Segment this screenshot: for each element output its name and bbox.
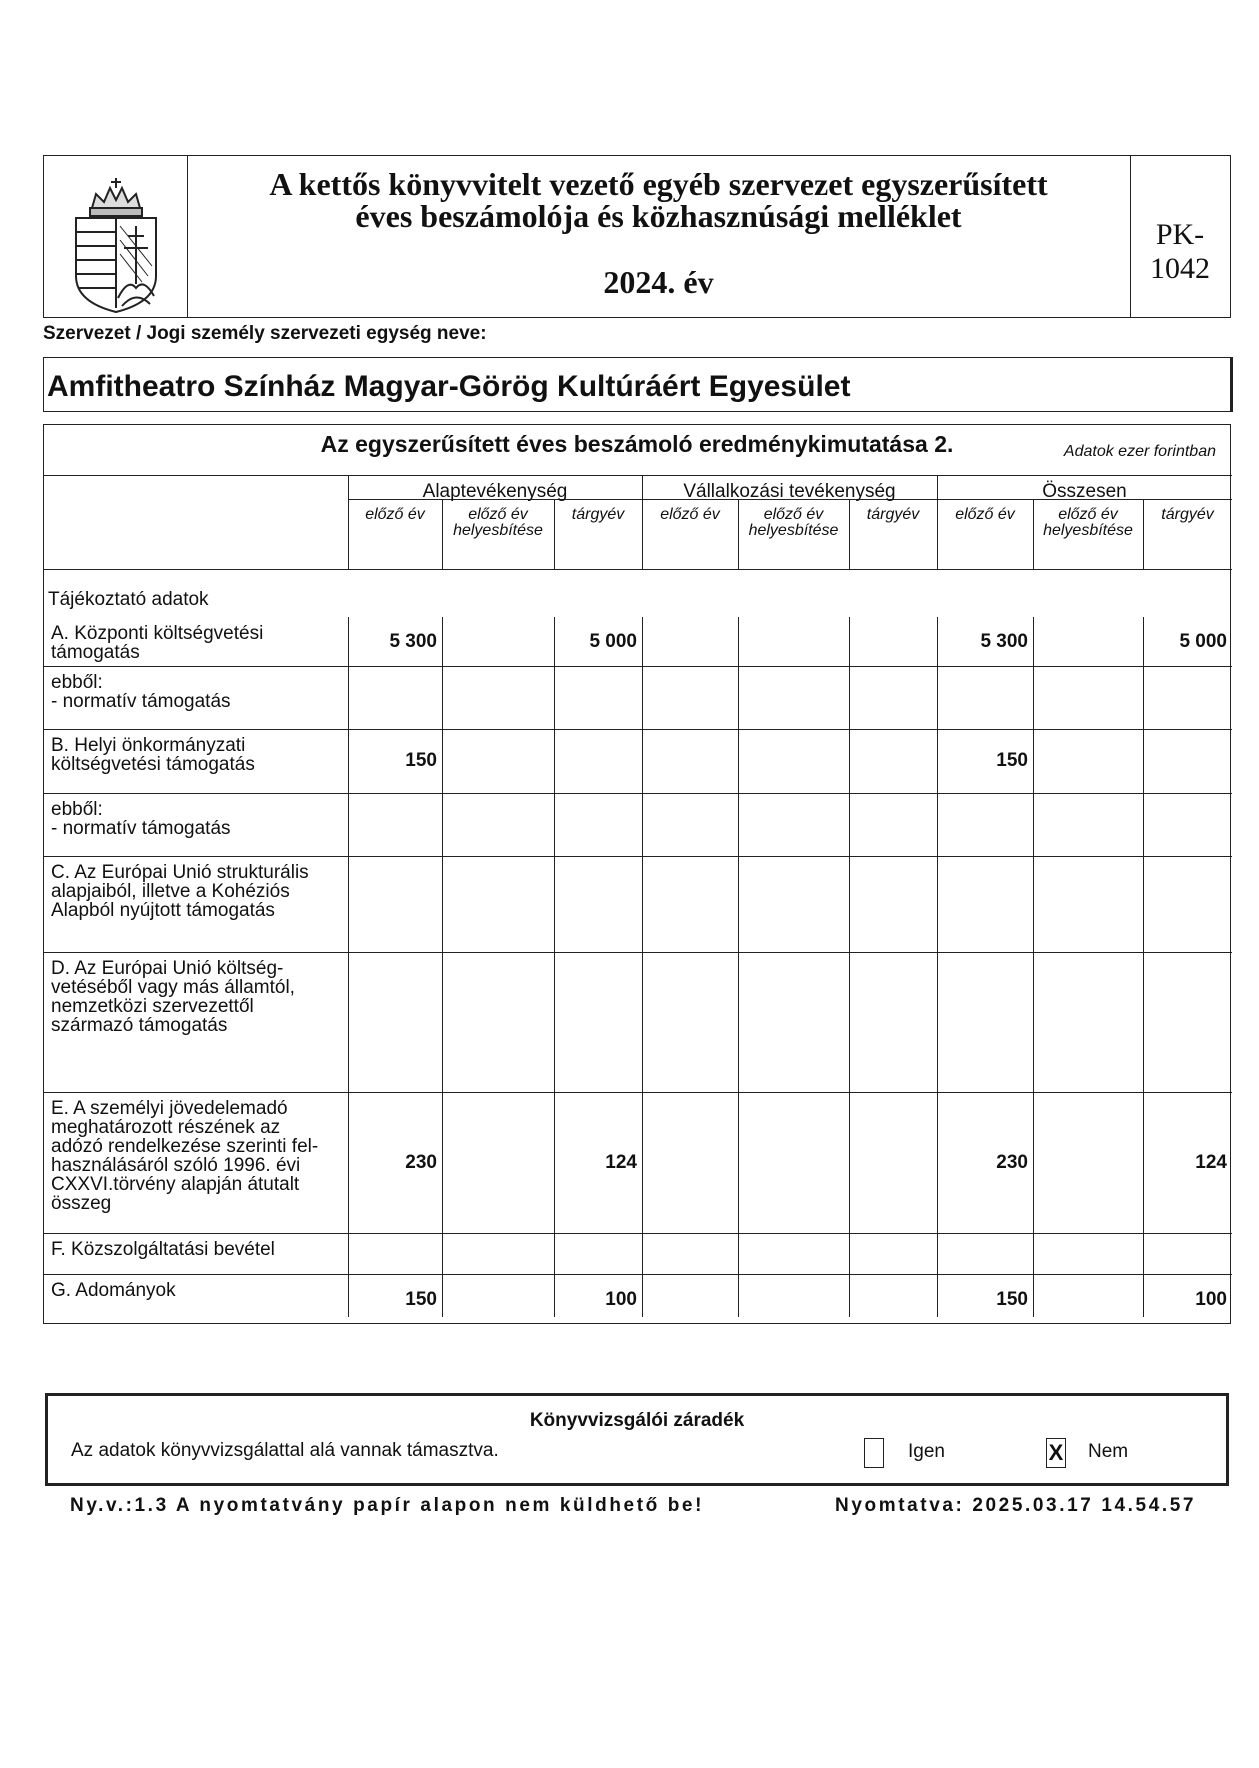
sub-header: tárgyév [866, 506, 920, 523]
cell-value: 5 000 [1179, 630, 1227, 652]
crest-cell [44, 156, 188, 317]
statement-title: Az egyszerűsített éves beszámoló eredménykimutatása 2. [320, 431, 954, 457]
sub-header: előző év [955, 506, 1015, 523]
coat-of-arms-icon [44, 156, 187, 316]
row-label: C. Az Európai Unió strukturális alapjaiból, illetve a Kohéziós Alapból nyújtott támogatás [51, 862, 309, 921]
sub-header: előző év helyesbítése [453, 506, 543, 539]
group-header: Alaptevékenység [422, 481, 568, 502]
sub-header: előző év helyesbítése [748, 506, 839, 539]
rule [44, 1274, 1232, 1275]
col-rule [1033, 617, 1034, 1317]
cell-value: 150 [996, 1289, 1028, 1310]
form-code: PK-1042 [1150, 218, 1210, 285]
row-label: E. A személyi jövedelemadó meghatározott részének az adózó rendelkezése szerinti fel- használásáról szóló 1996. évi CXXVI.törvény alapján átutalt összeg [51, 1098, 319, 1214]
cell-value: 150 [996, 750, 1028, 771]
row-label: ebből: - normatív támogatás [51, 672, 231, 712]
rule [44, 569, 1232, 570]
form-header [43, 155, 1231, 318]
form-title-line2: éves beszámolója és közhasznúsági melléklet [355, 198, 962, 234]
income-statement-table [43, 424, 1231, 1324]
auditor-clause-title: Könyvvizsgálói záradék [529, 1410, 745, 1431]
row-label: A. Központi költségvetési támogatás [51, 623, 264, 663]
yes-label: Igen [908, 1441, 945, 1462]
row-label: ebből: - normatív támogatás [51, 799, 231, 839]
cell-value: 5 300 [980, 630, 1028, 652]
col-rule [1143, 617, 1144, 1317]
organization-name: Amfitheatro Színház Magyar-Görög Kultúráért Egyesület [47, 370, 851, 403]
cell-value: 100 [605, 1289, 637, 1310]
sub-header: előző év [365, 506, 425, 523]
sub-header: tárgyév [1161, 506, 1214, 523]
yes-checkbox[interactable] [864, 1438, 884, 1468]
sub-header: tárgyév [571, 506, 625, 523]
rule [44, 1092, 1232, 1093]
col-rule [937, 617, 938, 1317]
statement-unit: Adatok ezer forintban [1063, 443, 1216, 460]
cell-value: 100 [1195, 1289, 1227, 1310]
section-label: Tájékoztató adatok [48, 589, 209, 610]
organization-label: Szervezet / Jogi személy szervezeti egység neve: [43, 323, 487, 344]
sub-header: előző év [660, 506, 720, 523]
form-title-cell [187, 156, 1131, 317]
col-rule [348, 617, 349, 1317]
cell-value: 5 000 [589, 630, 637, 652]
group-header: Összesen [1042, 481, 1127, 502]
cell-value: 230 [996, 1151, 1028, 1173]
footer-printed: Nyomtatva: 2025.03.17 14.54.57 [835, 1495, 1197, 1516]
auditor-clause-box [45, 1393, 1229, 1486]
no-label: Nem [1088, 1441, 1129, 1462]
no-checkbox[interactable]: X [1046, 1438, 1066, 1468]
rule [44, 475, 1232, 476]
rule [44, 793, 1232, 794]
form-year: 2024. év [603, 264, 714, 300]
cell-value: 124 [1195, 1151, 1227, 1173]
row-label: F. Közszolgáltatási bevétel [51, 1239, 275, 1260]
footer-notice: Ny.v.:1.3 A nyomtatvány papír alapon nem küldhető be! [70, 1495, 705, 1516]
form-code-cell [1130, 156, 1230, 317]
rule [44, 856, 1232, 857]
rule [44, 729, 1232, 730]
col-rule [442, 617, 443, 1317]
cell-value: 150 [405, 1289, 437, 1310]
form-title-line1: A kettős könyvvitelt vezető egyéb szervezet egyszerűsített [269, 166, 1048, 202]
rule [44, 952, 1232, 953]
cell-value: 124 [605, 1151, 637, 1173]
col-rule [642, 617, 643, 1317]
row-label: G. Adományok [51, 1280, 176, 1301]
rule [44, 1233, 1232, 1234]
group-header: Vállalkozási tevékenység [683, 481, 896, 502]
row-label: D. Az Európai Unió költség- vetéséből vagy más államtól, nemzetközi szervezettől származó támogatás [51, 958, 295, 1036]
organization-name-box [43, 357, 1233, 412]
auditor-clause-text: Az adatok könyvvizsgálattal alá vannak támasztva. [71, 1440, 499, 1461]
cell-value: 5 300 [389, 630, 437, 652]
cell-value: 150 [405, 750, 437, 771]
col-rule [738, 617, 739, 1317]
rule [44, 666, 1232, 667]
sub-header: előző év helyesbítése [1043, 506, 1133, 539]
col-rule [849, 617, 850, 1317]
col-rule [554, 617, 555, 1317]
row-label: B. Helyi önkormányzati költségvetési támogatás [51, 735, 255, 775]
cell-value: 230 [405, 1151, 437, 1173]
